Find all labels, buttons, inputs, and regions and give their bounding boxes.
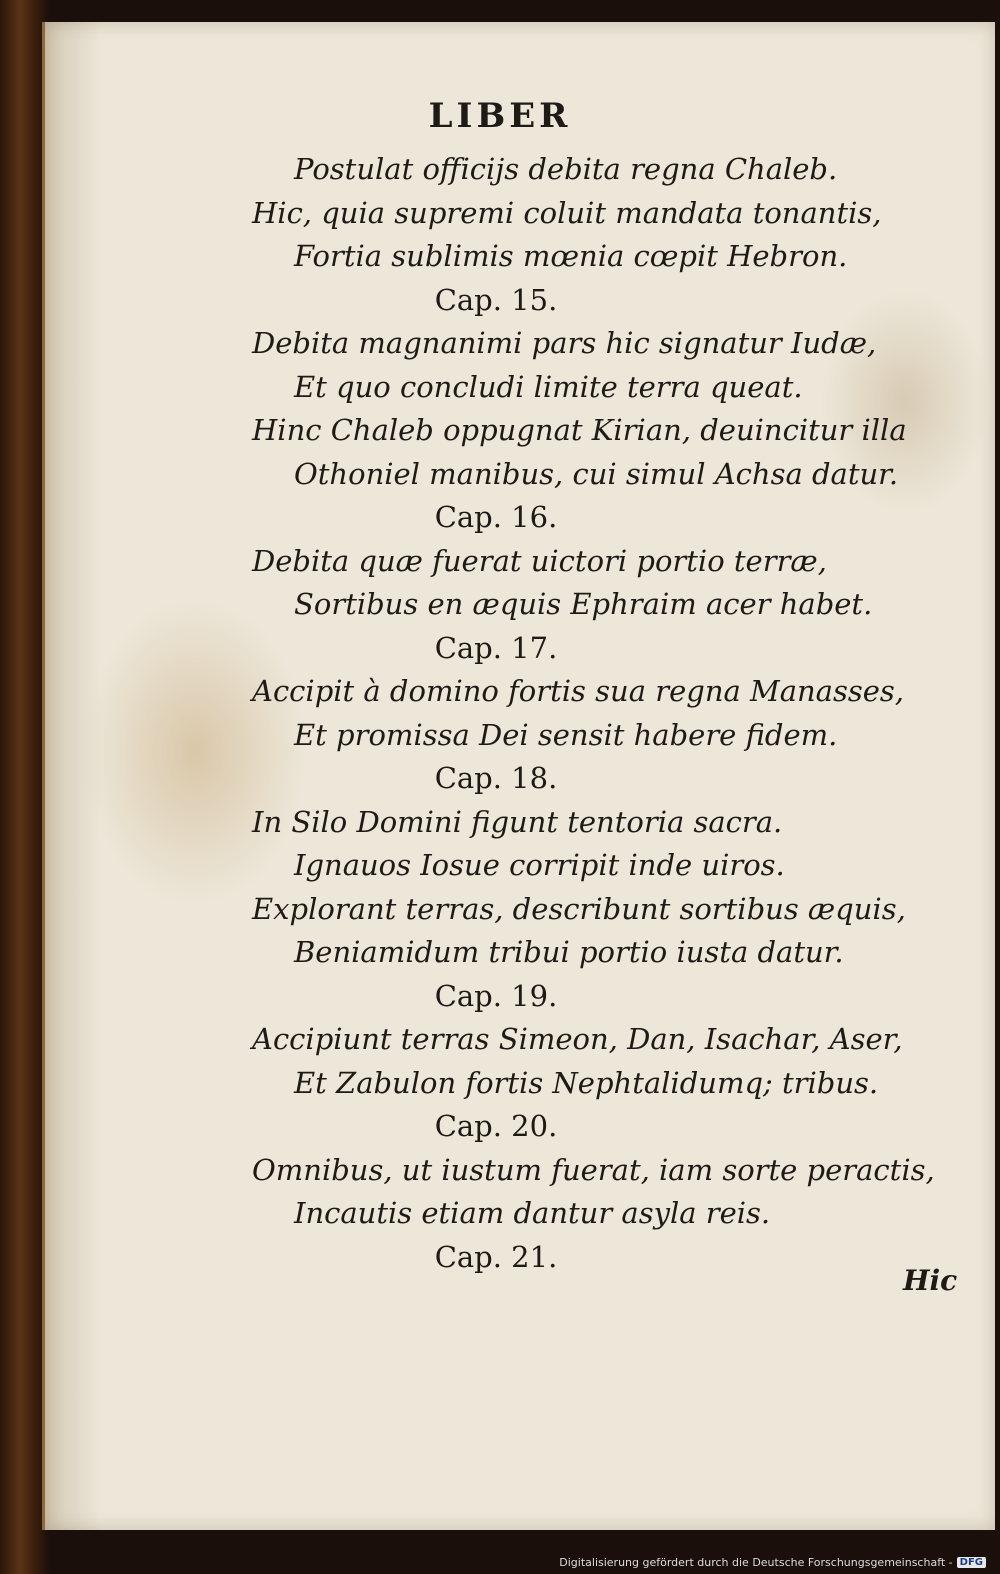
verse-line: Et quo concludi limite terra queat.	[294, 369, 803, 404]
verse-line: Hic, quia supremi coluit mandata tonantis,	[252, 195, 882, 230]
verse-line: Sortibus en æquis Ephraim acer habet.	[294, 587, 873, 621]
verse-line: Accipiunt terras Simeon, Dan, Isachar, Aser,	[252, 1022, 903, 1056]
verse-line: Postulat officijs debita regna Chaleb.	[294, 152, 838, 186]
verse-line: Omnibus, ut iustum fuerat, iam sorte peractis,	[252, 1152, 935, 1187]
credit-text: Digitalisierung gefördert durch die Deutsche Forschungsgemeinschaft -	[559, 1555, 953, 1569]
catchword: Hic	[903, 1264, 958, 1297]
chapter-heading: Cap. 21.	[434, 1239, 558, 1274]
digitization-credit	[559, 1553, 986, 1571]
verse-line: Fortia sublimis mœnia cœpit Hebron.	[294, 239, 848, 273]
verse-line: Et promissa Dei sensit habere fidem.	[294, 717, 838, 752]
verse-line: Explorant terras, describunt sortibus æquis,	[252, 891, 906, 926]
verse-line: Et Zabulon fortis Nephtalidumq; tribus.	[294, 1065, 879, 1100]
verse-line: Debita magnanimi pars hic signatur Iudæ,	[252, 326, 877, 360]
chapter-heading: Cap. 17.	[434, 630, 558, 665]
verse-line: Accipit à domino fortis sua regna Manasses,	[252, 674, 904, 708]
verse-line: Beniamidum tribui portio iusta datur.	[294, 935, 844, 969]
chapter-heading: Cap. 19.	[434, 978, 558, 1013]
verse-line: Othoniel manibus, cui simul Achsa datur.	[294, 456, 899, 491]
verse-line: Ignauos Iosue corripit inde uiros.	[294, 848, 785, 882]
verse-line: In Silo Domini figunt tentoria sacra.	[252, 804, 783, 839]
verse-line: Incautis etiam dantur asyla reis.	[294, 1196, 771, 1230]
chapter-heading: Cap. 15.	[434, 282, 558, 317]
verse-line: Hinc Chaleb oppugnat Kirian, deuincitur illa	[252, 413, 907, 447]
verse-line: Debita quæ fuerat uictori portio terræ,	[252, 543, 827, 578]
chapter-heading: Cap. 18.	[434, 761, 558, 795]
dfg-logo: DFG	[957, 1557, 986, 1568]
chapter-heading: Cap. 20.	[434, 1109, 558, 1143]
verse-text	[0, 148, 1000, 1279]
chapter-heading: Cap. 16.	[434, 500, 558, 534]
running-head: LIBER	[428, 96, 572, 136]
